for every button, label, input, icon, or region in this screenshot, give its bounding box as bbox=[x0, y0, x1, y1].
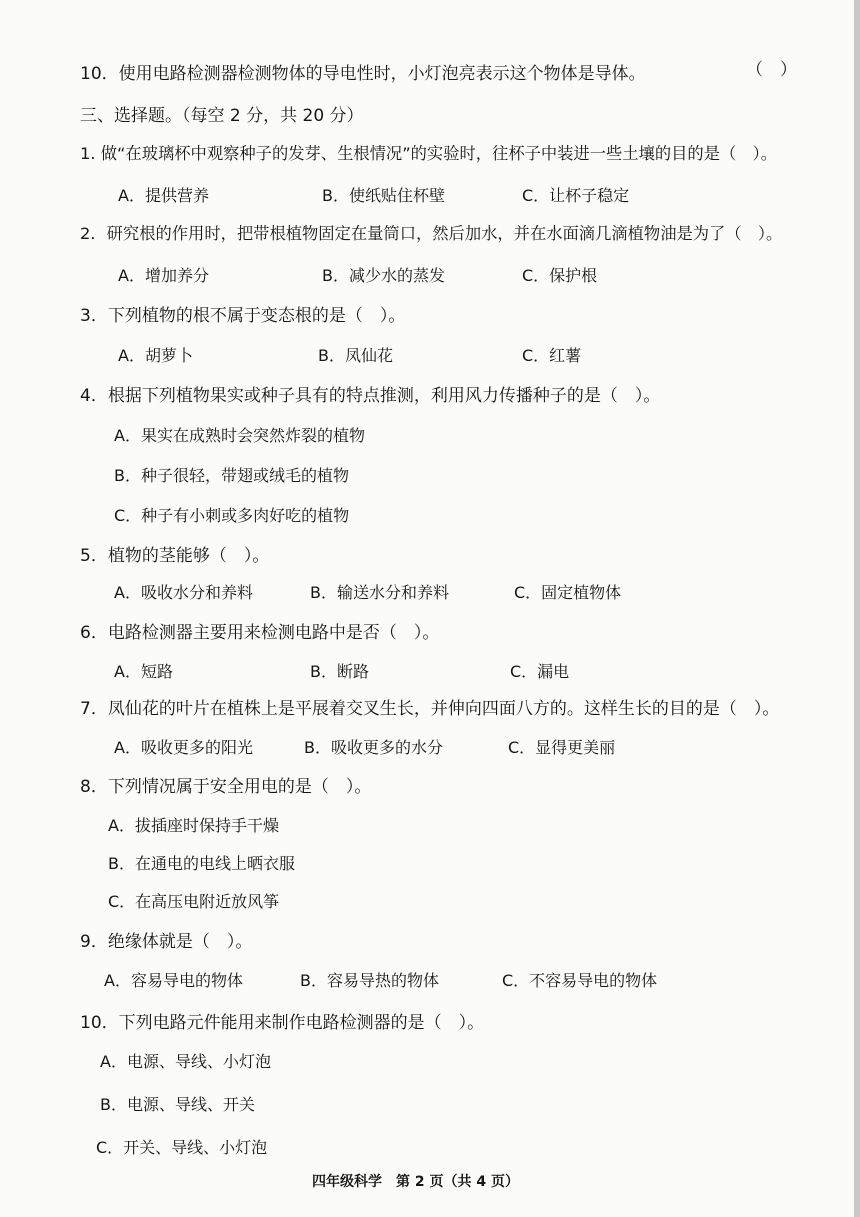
q2-option-a: A．增加养分 bbox=[118, 266, 209, 285]
q7-option-a: A．吸收更多的阳光 bbox=[114, 738, 253, 757]
q1-stem: 1. 做“在玻璃杯中观察种子的发芽、生根情况”的实验时，往杯子中装进一些土壤的目的是（ ）。 bbox=[80, 144, 777, 163]
q10-option-b: B．电源、导线、开关 bbox=[100, 1095, 255, 1114]
q3-stem: 3．下列植物的根不属于变态根的是（ ）。 bbox=[80, 306, 406, 326]
q8-option-c: C．在高压电附近放风筝 bbox=[108, 892, 280, 911]
q4-option-b: B．种子很轻，带翅或绒毛的植物 bbox=[114, 466, 349, 485]
q5-option-c: C．固定植物体 bbox=[514, 583, 622, 602]
q4-option-c: C．种子有小刺或多肉好吃的植物 bbox=[114, 506, 350, 525]
page-edge-shadow bbox=[854, 0, 860, 1217]
q2-option-b: B．减少水的蒸发 bbox=[322, 266, 445, 285]
q10-option-a: A．电源、导线、小灯泡 bbox=[100, 1052, 271, 1071]
q1-option-c: C．让杯子稳定 bbox=[522, 186, 630, 205]
q7-stem: 7．凤仙花的叶片在植株上是平展着交叉生长，并伸向四面八方的。这样生长的目的是（ ）。 bbox=[80, 699, 780, 719]
q5-option-b: B．输送水分和养料 bbox=[310, 583, 449, 602]
q2-stem: 2．研究根的作用时，把带根植物固定在量筒口，然后加水，并在水面滴几滴植物油是为了（ ）。 bbox=[80, 224, 783, 243]
answer-parentheses: （ ） bbox=[746, 60, 797, 80]
q6-option-a: A．短路 bbox=[114, 662, 173, 681]
q10-stem: 10．下列电路元件能用来制作电路检测器的是（ ）。 bbox=[80, 1013, 485, 1033]
q3-option-c: C．红薯 bbox=[522, 346, 582, 365]
page-footer: 四年级科学 第 2 页（共 4 页） bbox=[312, 1174, 519, 1190]
q5-stem: 5．植物的茎能够（ ）。 bbox=[80, 546, 270, 566]
section-3-heading: 三、选择题。（每空 2 分，共 20 分） bbox=[80, 106, 364, 126]
q3-option-a: A．胡萝卜 bbox=[118, 346, 193, 365]
q6-stem: 6．电路检测器主要用来检测电路中是否（ ）。 bbox=[80, 623, 440, 643]
q9-option-b: B．容易导热的物体 bbox=[300, 971, 439, 990]
q9-option-a: A．容易导电的物体 bbox=[104, 971, 243, 990]
q6-option-c: C．漏电 bbox=[510, 662, 570, 681]
q4-stem: 4．根据下列植物果实或种子具有的特点推测，利用风力传播种子的是（ ）。 bbox=[80, 386, 661, 406]
q7-option-c: C．显得更美丽 bbox=[508, 738, 616, 757]
q7-option-b: B．吸收更多的水分 bbox=[304, 738, 443, 757]
q3-option-b: B．凤仙花 bbox=[318, 346, 393, 365]
q2-option-c: C．保护根 bbox=[522, 266, 598, 285]
q9-stem: 9．绝缘体就是（ ）。 bbox=[80, 932, 253, 952]
q1-option-a: A．提供营养 bbox=[118, 186, 209, 205]
q8-option-a: A．拔插座时保持手干燥 bbox=[108, 816, 279, 835]
q5-option-a: A．吸收水分和养料 bbox=[114, 583, 253, 602]
q8-stem: 8．下列情况属于安全用电的是（ ）。 bbox=[80, 777, 372, 797]
q10-option-c: C．开关、导线、小灯泡 bbox=[96, 1138, 268, 1157]
q6-option-b: B．断路 bbox=[310, 662, 369, 681]
q1-option-b: B．使纸贴住杯壁 bbox=[322, 186, 445, 205]
q4-option-a: A．果实在成熟时会突然炸裂的植物 bbox=[114, 426, 365, 445]
q8-option-b: B．在通电的电线上晒衣服 bbox=[108, 854, 295, 873]
judge-10-text: 10．使用电路检测器检测物体的导电性时，小灯泡亮表示这个物体是导体。 bbox=[80, 64, 646, 84]
q9-option-c: C．不容易导电的物体 bbox=[502, 971, 658, 990]
